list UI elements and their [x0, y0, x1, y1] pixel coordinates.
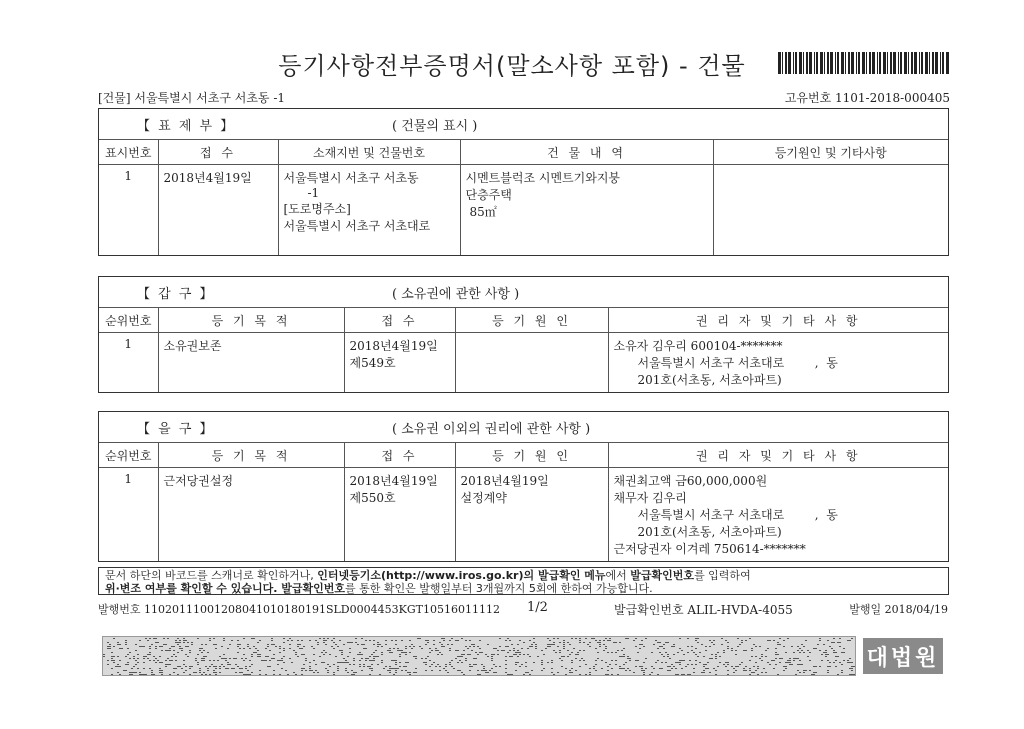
row-cause — [455, 333, 608, 393]
row-number: 1 — [99, 468, 158, 562]
gapgu-header — [99, 277, 948, 308]
eulgu-table — [99, 443, 948, 561]
row-cause — [455, 468, 608, 562]
eulgu-label: 【 을 구 】 — [137, 421, 215, 437]
location-line: 서울특별시 서초구 서초대로 — [283, 219, 431, 233]
holder-line: 소유자 김우리 600104-******* — [613, 339, 783, 353]
table-row — [99, 468, 948, 562]
property-address: [건물] 서울특별시 서초구 서초동 -1 — [98, 91, 286, 105]
eulgu-section — [98, 411, 949, 562]
column-header: 접 수 — [344, 443, 455, 468]
receipt-number: 제549호 — [349, 356, 396, 370]
page-number: 1/2 — [527, 600, 548, 615]
location-line: -1 — [307, 186, 320, 200]
notice-bold: 위·변조 여부를 확인할 수 있습니다. 발급확인번호 — [105, 582, 346, 595]
notice-line-1 — [105, 569, 942, 582]
notice-text: 문서 하단의 바코드를 스캐너로 확인하거나, — [105, 569, 318, 582]
column-header: 소재지번 및 건물번호 — [278, 140, 460, 165]
holder-line: 근저당권자 이겨레 750614-******* — [613, 542, 806, 556]
gapgu-section — [98, 276, 949, 393]
holder-line: 201호(서초동, 서초아파트) — [637, 373, 782, 387]
column-header: 등 기 목 적 — [158, 443, 344, 468]
holder-line: 채무자 김우리 — [613, 491, 687, 505]
notice-text: 에서 — [605, 569, 631, 582]
column-header: 등 기 원 인 — [455, 308, 608, 333]
issue-number: 발행번호 11020111001208041010180191SLD0004453KGT10516011112 — [98, 603, 500, 616]
eulgu-desc: ( 소유권 이외의 권리에 관한 사항 ) — [392, 421, 591, 437]
building-line: 단층주택 — [465, 188, 512, 202]
gapgu-table — [99, 308, 948, 392]
holder-line: 채권최고액 금60,000,000원 — [613, 474, 768, 488]
pyoje-column-headers — [99, 140, 948, 165]
location-line: [도로명주소] — [283, 202, 351, 216]
pyoje-desc: ( 건물의 표시 ) — [392, 118, 478, 134]
row-cause — [713, 165, 948, 255]
row-number: 1 — [99, 165, 158, 255]
issue-date: 발행일 2018/04/19 — [849, 603, 948, 616]
row-date: 2018년4월19일 — [158, 165, 278, 255]
column-header: 권 리 자 및 기 타 사 항 — [608, 443, 948, 468]
eulgu-column-headers — [99, 443, 948, 468]
notice-text: 를 입력하여 — [694, 569, 751, 582]
table-row — [99, 333, 948, 393]
column-header: 순위번호 — [99, 308, 158, 333]
column-header: 표시번호 — [99, 140, 158, 165]
table-row — [99, 165, 948, 255]
holder-line: 서울특별시 서초구 서초대로 , 동 — [637, 356, 838, 370]
cause-line: 설정계약 — [460, 491, 507, 505]
row-number: 1 — [99, 333, 158, 393]
row-holder — [608, 468, 948, 562]
verification-notice — [98, 567, 949, 595]
column-header: 권 리 자 및 기 타 사 항 — [608, 308, 948, 333]
pyoje-table — [99, 140, 948, 255]
receipt-date: 2018년4월19일 — [349, 474, 438, 488]
row-receipt — [344, 468, 455, 562]
notice-bold: 발급확인번호 — [630, 569, 695, 582]
document-title: 등기사항전부증명서(말소사항 포함) - 건물 — [278, 52, 746, 80]
holder-line: 201호(서초동, 서초아파트) — [637, 525, 782, 539]
court-seal: 대법원 — [863, 638, 943, 674]
gapgu-column-headers — [99, 308, 948, 333]
column-header: 순위번호 — [99, 443, 158, 468]
pyoje-header — [99, 109, 948, 140]
row-location — [278, 165, 460, 255]
column-header: 건 물 내 역 — [460, 140, 713, 165]
eulgu-header — [99, 412, 948, 443]
notice-bold: 인터넷등기소(http://www.iros.go.kr)의 발급확인 메뉴 — [317, 569, 606, 582]
column-header: 등기원인 및 기타사항 — [713, 140, 948, 165]
row-holder — [608, 333, 948, 393]
unique-number: 고유번호 1101-2018-000405 — [784, 91, 950, 105]
row-building — [460, 165, 713, 255]
column-header: 접 수 — [158, 140, 278, 165]
row-receipt — [344, 333, 455, 393]
column-header: 접 수 — [344, 308, 455, 333]
receipt-date: 2018년4월19일 — [349, 339, 438, 353]
column-header: 등 기 원 인 — [455, 443, 608, 468]
confirm-number: 발급확인번호 ALIL-HVDA-4055 — [614, 603, 793, 617]
gapgu-desc: ( 소유권에 관한 사항 ) — [392, 286, 520, 302]
pyoje-label: 【 표 제 부 】 — [137, 118, 236, 134]
holder-line: 서울특별시 서초구 서초대로 , 동 — [637, 508, 838, 522]
barcode-top — [778, 52, 950, 74]
gapgu-label: 【 갑 구 】 — [137, 286, 215, 302]
row-purpose: 소유권보존 — [158, 333, 344, 393]
notice-text: 를 통한 확인은 발행일부터 3개월까지 5회에 한하여 가능합니다. — [345, 582, 653, 595]
column-header: 등 기 목 적 — [158, 308, 344, 333]
pyoje-section — [98, 108, 949, 256]
receipt-number: 제550호 — [349, 491, 396, 505]
notice-line-2 — [105, 582, 942, 595]
cause-line: 2018년4월19일 — [460, 474, 549, 488]
building-line: 시멘트블럭조 시멘트기와지붕 — [465, 171, 621, 185]
building-line: 85㎡ — [469, 205, 497, 219]
security-barcode — [102, 636, 856, 676]
row-purpose: 근저당권설정 — [158, 468, 344, 562]
location-line: 서울특별시 서초구 서초동 — [283, 171, 419, 185]
